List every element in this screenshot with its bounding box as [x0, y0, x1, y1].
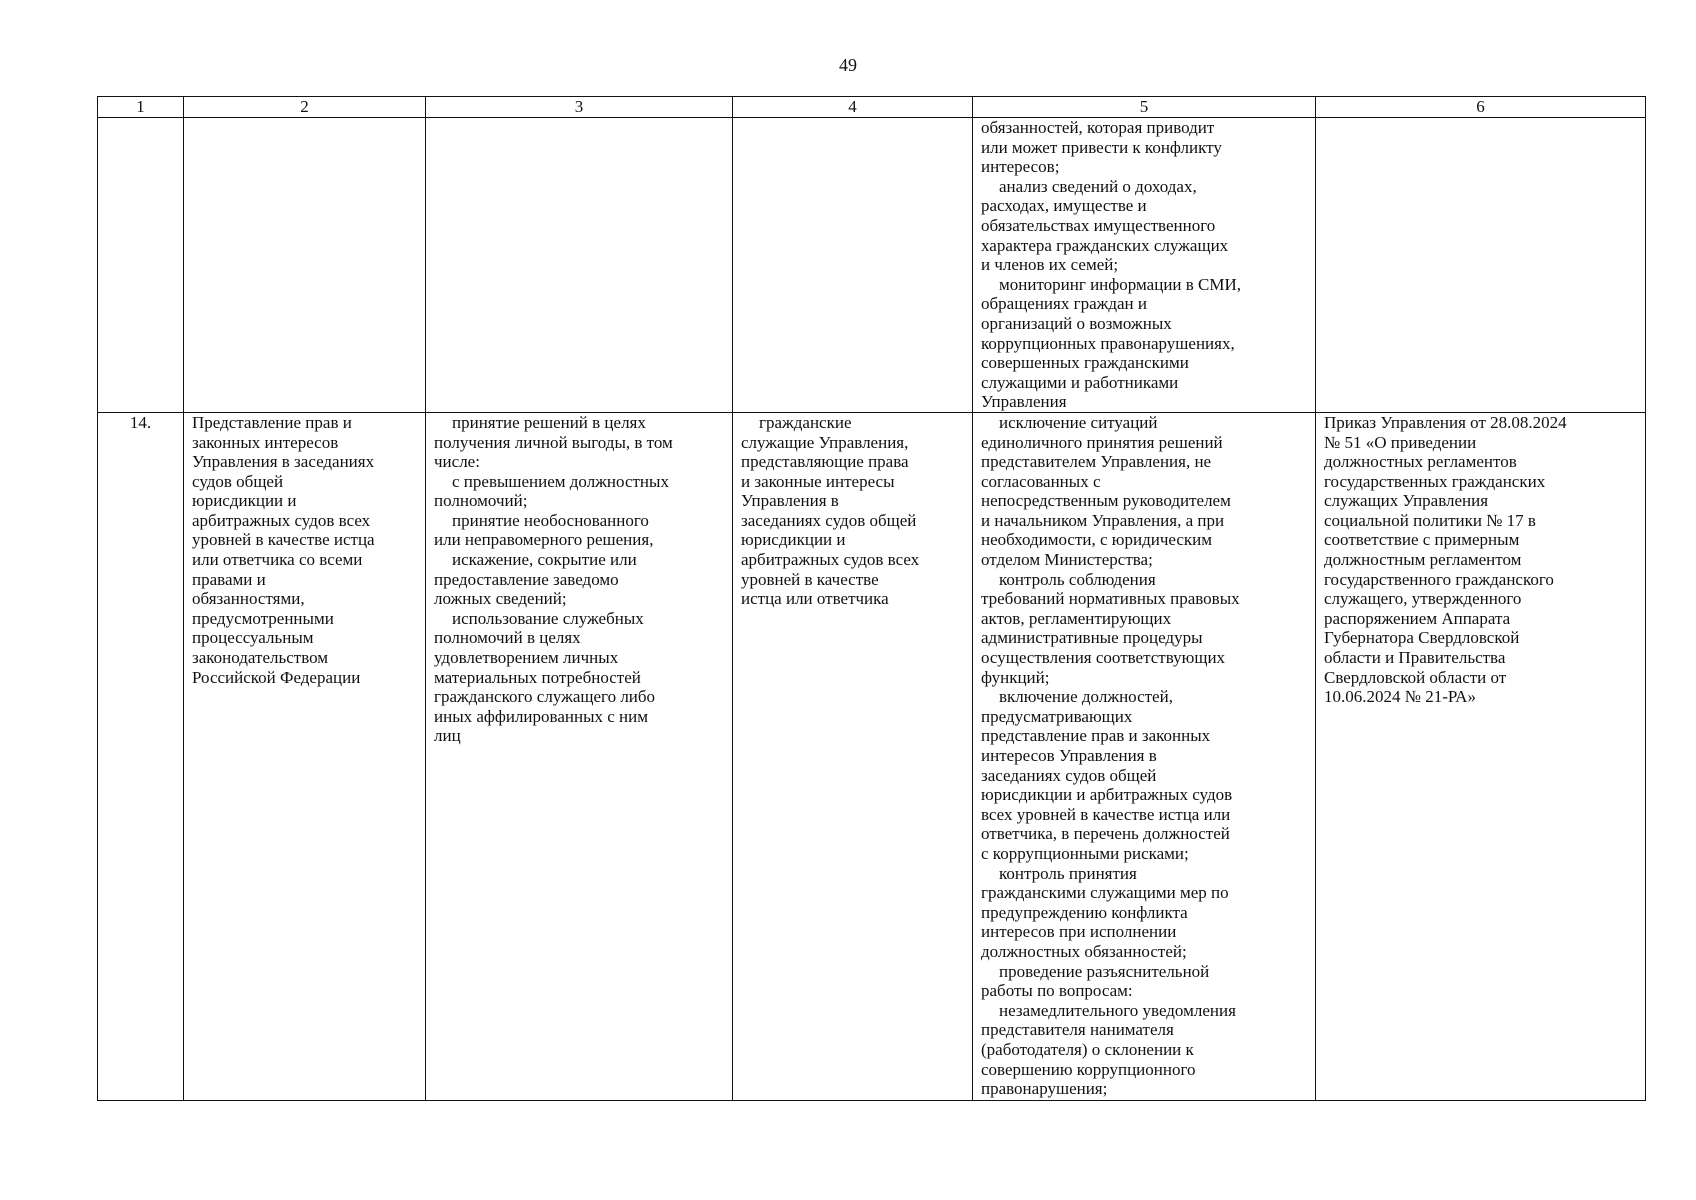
cell-text-line: заседаниях судов общей	[981, 765, 1157, 785]
cell-text-line: искажение, сокрытие или	[452, 550, 637, 570]
risk-description-cell	[426, 118, 733, 413]
column-header: 1	[98, 97, 184, 118]
table-row	[98, 412, 1646, 1100]
header-row	[98, 97, 1646, 118]
column-header: 3	[426, 97, 733, 118]
cell-text-line: Управления в	[741, 491, 839, 511]
regulation-table	[97, 96, 1646, 1101]
cell-text-line: гражданские	[759, 412, 852, 432]
cell-text-line: 10.06.2024 № 21-РА»	[1324, 687, 1476, 707]
cell-text-line: работы по вопросам:	[981, 981, 1133, 1001]
cell-text-line: единоличного принятия решений	[981, 432, 1223, 452]
cell-text-line: арбитражных судов всех	[741, 550, 920, 570]
cell-text-line: представителя нанимателя	[981, 1020, 1174, 1040]
cell-text-line: Приказ Управления от 28.08.2024	[1324, 412, 1567, 432]
cell-text-line: использование служебных	[452, 608, 644, 628]
cell-text-line: истца или ответчика	[741, 589, 889, 609]
cell-text-line: судов общей	[192, 471, 284, 491]
cell-text-line: правами и	[192, 569, 266, 589]
cell-text-line: исключение ситуаций	[999, 412, 1158, 432]
cell-text-line: представление прав и законных	[981, 726, 1211, 746]
cell-text-line: контроль принятия	[999, 863, 1137, 883]
cell-text-line: и начальником Управления, а при	[981, 510, 1225, 530]
cell-text-line: и членов их семей;	[981, 255, 1119, 275]
cell-text-line: служащие Управления,	[741, 432, 909, 452]
cell-text-line: числе:	[434, 452, 480, 472]
cell-text-line: Представление прав и	[192, 412, 352, 432]
column-header: 5	[973, 97, 1316, 118]
cell-text-line: арбитражных судов всех	[192, 510, 371, 530]
cell-text-line: служащими и работниками	[981, 372, 1179, 392]
risk-area-cell	[184, 118, 426, 413]
cell-text-line: законодательством	[192, 648, 329, 668]
cell-text-line: незамедлительного уведомления	[999, 1000, 1236, 1020]
reference-cell	[1316, 412, 1646, 1100]
cell-text-line: полномочий;	[434, 491, 528, 511]
cell-text-line: законных интересов	[192, 432, 339, 452]
cell-text-line: проведение разъяснительной	[999, 961, 1210, 981]
cell-text-line: Свердловской области от	[1324, 667, 1507, 687]
cell-text-line: соответствие с примерным	[1324, 530, 1520, 550]
cell-text-line: отделом Министерства;	[981, 550, 1153, 570]
cell-text-line: требований нормативных правовых	[981, 589, 1240, 609]
cell-text-line: необходимости, с юридическим	[981, 530, 1213, 550]
cell-text-line: Российской Федерации	[192, 667, 361, 687]
cell-text-line: осуществления соответствующих	[981, 648, 1226, 668]
cell-text-line: функций;	[981, 667, 1050, 687]
cell-text-line: материальных потребностей	[434, 667, 641, 687]
cell-text-line: государственных гражданских	[1324, 471, 1546, 491]
cell-text-line: № 51 «О приведении	[1324, 432, 1477, 452]
cell-text-line: предоставление заведомо	[434, 569, 619, 589]
cell-text-line: актов, регламентирующих	[981, 608, 1172, 628]
cell-text-line: контроль соблюдения	[999, 569, 1156, 589]
cell-text-line: правонарушения;	[981, 1079, 1108, 1099]
positions-cell	[733, 118, 973, 413]
cell-text-line: служащих Управления	[1324, 491, 1489, 511]
cell-text-line: и законные интересы	[741, 471, 895, 491]
cell-text-line: обязанностей, которая приводит	[981, 118, 1215, 137]
cell-text-line: распоряжением Аппарата	[1324, 608, 1511, 628]
cell-text-line: юрисдикции и арбитражных судов	[981, 785, 1233, 805]
cell-text-line: обязанностями,	[192, 589, 305, 609]
column-header: 6	[1316, 97, 1646, 118]
cell-text-line: согласованных с	[981, 471, 1101, 491]
cell-text-line: иных аффилированных с ним	[434, 706, 648, 726]
column-header: 2	[184, 97, 426, 118]
cell-text-line: непосредственным руководителем	[981, 491, 1231, 511]
cell-text-line: организаций о возможных	[981, 313, 1172, 333]
cell-text-line: заседаниях судов общей	[741, 510, 917, 530]
reference-cell	[1316, 118, 1646, 413]
cell-text-line: интересов при исполнении	[981, 922, 1177, 942]
risk-description-cell	[426, 412, 733, 1100]
cell-text-line: должностных регламентов	[1324, 452, 1517, 472]
cell-text-line: предусмотренными	[192, 608, 334, 628]
cell-text-line: Управления	[981, 392, 1067, 412]
cell-text-line: или может привести к конфликту	[981, 137, 1222, 157]
cell-text-line: полномочий в целях	[434, 628, 581, 648]
cell-text-line: включение должностей,	[999, 687, 1173, 707]
cell-text-line: мониторинг информации в СМИ,	[999, 274, 1242, 294]
cell-text-line: лиц	[434, 726, 461, 746]
cell-text-line: интересов;	[981, 157, 1060, 177]
cell-text-line: или ответчика со всеми	[192, 550, 363, 570]
cell-text-line: предупреждению конфликта	[981, 902, 1188, 922]
cell-text-line: уровней в качестве	[741, 569, 879, 589]
cell-text-line: (работодателя) о склонении к	[981, 1039, 1194, 1059]
cell-text-line: принятие необоснованного	[452, 510, 649, 530]
measures-cell	[973, 118, 1316, 413]
cell-text-line: административные процедуры	[981, 628, 1203, 648]
cell-text-line: представителем Управления, не	[981, 452, 1212, 472]
row-number-cell	[98, 118, 184, 413]
page-number: 49	[839, 55, 857, 75]
cell-text-line: юрисдикции и	[741, 530, 846, 550]
cell-text-line: всех уровней в качестве истца или	[981, 804, 1231, 824]
cell-text-line: совершению коррупционного	[981, 1059, 1196, 1079]
risk-area-cell	[184, 412, 426, 1100]
cell-text-line: обязательствах имущественного	[981, 215, 1216, 235]
cell-text-line: государственного гражданского	[1324, 569, 1554, 589]
cell-text-line: расходах, имуществе и	[981, 196, 1147, 216]
positions-cell	[733, 412, 973, 1100]
cell-text-line: предусматривающих	[981, 706, 1133, 726]
cell-text-line: должностным регламентом	[1324, 550, 1522, 570]
cell-text-line: ложных сведений;	[434, 589, 567, 609]
row-number-cell: 14.	[98, 412, 184, 1100]
cell-text-line: области и Правительства	[1324, 648, 1506, 668]
column-header: 4	[733, 97, 973, 118]
cell-text-line: представляющие права	[741, 452, 909, 472]
cell-text-line: коррупционных правонарушениях,	[981, 333, 1235, 353]
cell-text-line: служащего, утвержденного	[1324, 589, 1522, 609]
cell-text-line: обращениях граждан и	[981, 294, 1147, 314]
cell-text-line: гражданскими служащими мер по	[981, 883, 1229, 903]
cell-text-line: ответчика, в перечень должностей	[981, 824, 1230, 844]
cell-text-line: Губернатора Свердловской	[1324, 628, 1520, 648]
table-row	[98, 118, 1646, 413]
cell-text-line: с коррупционными рисками;	[981, 843, 1189, 863]
cell-text-line: Управления в заседаниях	[192, 452, 375, 472]
cell-text-line: юрисдикции и	[192, 491, 297, 511]
cell-text-line: анализ сведений о доходах,	[999, 176, 1197, 196]
measures-cell	[973, 412, 1316, 1100]
cell-text-line: с превышением должностных	[452, 471, 669, 491]
cell-text-line: удовлетворением личных	[434, 648, 619, 668]
cell-text-line: или неправомерного решения,	[434, 530, 654, 550]
cell-text-line: совершенных гражданскими	[981, 353, 1189, 373]
cell-text-line: социальной политики № 17 в	[1324, 510, 1536, 530]
cell-text-line: уровней в качестве истца	[192, 530, 375, 550]
cell-text-line: получения личной выгоды, в том	[434, 432, 673, 452]
cell-text-line: принятие решений в целях	[452, 412, 646, 432]
cell-text-line: процессуальным	[192, 628, 314, 648]
cell-text-line: характера гражданских служащих	[981, 235, 1229, 255]
cell-text-line: гражданского служащего либо	[434, 687, 656, 707]
cell-text-line: должностных обязанностей;	[981, 941, 1187, 961]
cell-text-line: интересов Управления в	[981, 746, 1157, 765]
